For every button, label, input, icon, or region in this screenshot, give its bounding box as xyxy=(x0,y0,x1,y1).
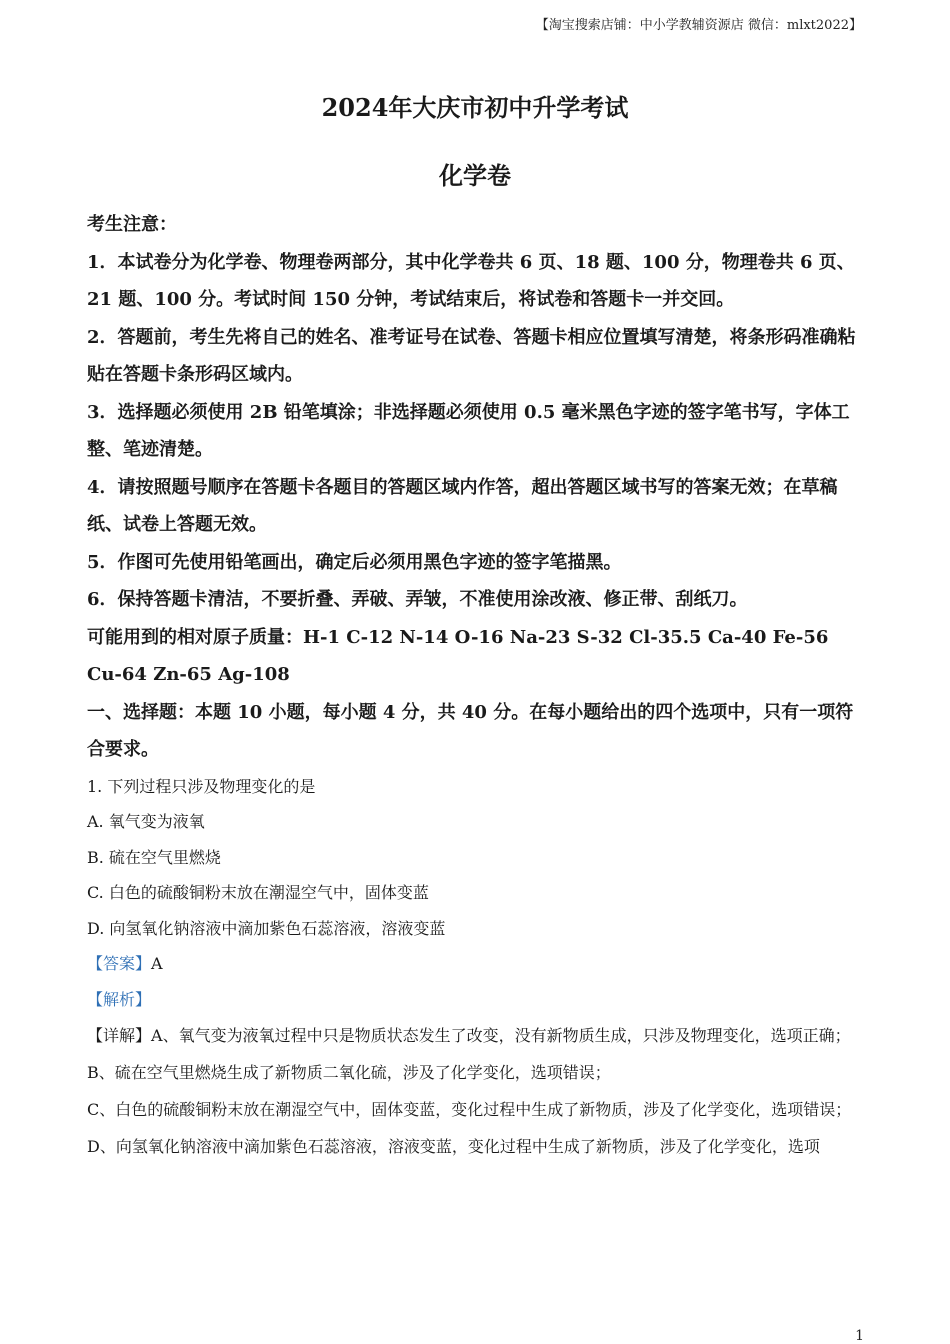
detail-line-d: D、向氢氧化钠溶液中滴加紫色石蕊溶液，溶液变蓝，变化过程中生成了新物质，涉及了化学变化，选项 xyxy=(87,1137,820,1156)
notice-heading: 考生注意： xyxy=(87,214,177,235)
detail-line-b: B、硫在空气里燃烧生成了新物质二氧化硫，涉及了化学变化，选项错误； xyxy=(87,1063,611,1082)
document-content xyxy=(87,206,867,1165)
question-stem: 1. 下列过程只涉及物理变化的是 xyxy=(87,776,316,796)
answer-tag: 【答案】 xyxy=(87,954,152,973)
detail-line-c: C、白色的硫酸铜粉末放在潮湿空气中，固体变蓝，变化过程中生成了新物质，涉及了化学变化，选项错误； xyxy=(87,1100,852,1119)
analysis-line xyxy=(87,982,867,1018)
paper-subtitle: 化学卷 xyxy=(439,161,511,190)
notice-item-6: 6．保持答题卡清洁，不要折叠、弄破、弄皱，不准使用涂改液、修正带、刮纸刀。 xyxy=(87,589,748,610)
atomic-masses: 可能用到的相对原子质量：H-1 C-12 N-14 O-16 Na-23 S-32 Cl-35.5 Ca-40 Fe-56 Cu-64 Zn-65 Ag-108 xyxy=(87,626,829,685)
section-heading: 一、选择题：本题 10 小题，每小题 4 分，共 40 分。在每小题给出的四个选项中，只有一项符合要求。 xyxy=(87,701,854,760)
notice-item-5: 5．作图可先使用铅笔画出，确定后必须用黑色字迹的签字笔描黑。 xyxy=(87,551,622,573)
question-1 xyxy=(87,769,867,1166)
detail-line-a xyxy=(87,1017,867,1054)
page-number: 1 xyxy=(855,1328,864,1344)
detail-text-a: A、氧气变为液氧过程中只是物质状态发生了改变，没有新物质生成，只涉及物理变化，选项正确； xyxy=(151,1026,851,1045)
analysis-tag: 【解析】 xyxy=(87,989,152,1009)
exam-title: 2024年大庆市初中升学考试 xyxy=(321,93,629,122)
answer-value: A xyxy=(151,954,163,973)
exam-notice xyxy=(87,206,867,769)
option-a: A. 氧气变为液氧 xyxy=(87,812,205,831)
answer-line xyxy=(87,946,867,982)
notice-item-2: 2．答题前，考生先将自己的姓名、准考证号在试卷、答题卡相应位置填写清楚，将条形码准确粘贴在答题卡条形码区域内。 xyxy=(87,326,856,385)
notice-item-4: 4．请按照题号顺序在答题卡各题目的答题区域内作答，超出答题区域书写的答案无效；在草稿纸、试卷上答题无效。 xyxy=(87,476,838,535)
notice-item-3: 3．选择题必须使用 2B 铅笔填涂；非选择题必须使用 0.5 毫米黑色字迹的签字笔书写，字体工整、笔迹清楚。 xyxy=(87,401,850,460)
notice-item-1: 1．本试卷分为化学卷、物理卷两部分，其中化学卷共 6 页、18 题、100 分，物理卷共 6 页、21 题、100 分。考试时间 150 分钟，考试结束后，将试卷和答题卡一并交回。 xyxy=(87,251,855,310)
option-d: D. 向氢氧化钠溶液中滴加紫色石蕊溶液，溶液变蓝 xyxy=(87,918,446,938)
detail-tag: 【详解】 xyxy=(87,1026,152,1045)
page-header-source: 【淘宝搜索店铺：中小学教辅资源店 微信：mlxt2022】 xyxy=(535,18,862,33)
option-b: B. 硫在空气里燃烧 xyxy=(87,847,221,867)
option-c: C. 白色的硫酸铜粉末放在潮湿空气中，固体变蓝 xyxy=(87,883,429,902)
